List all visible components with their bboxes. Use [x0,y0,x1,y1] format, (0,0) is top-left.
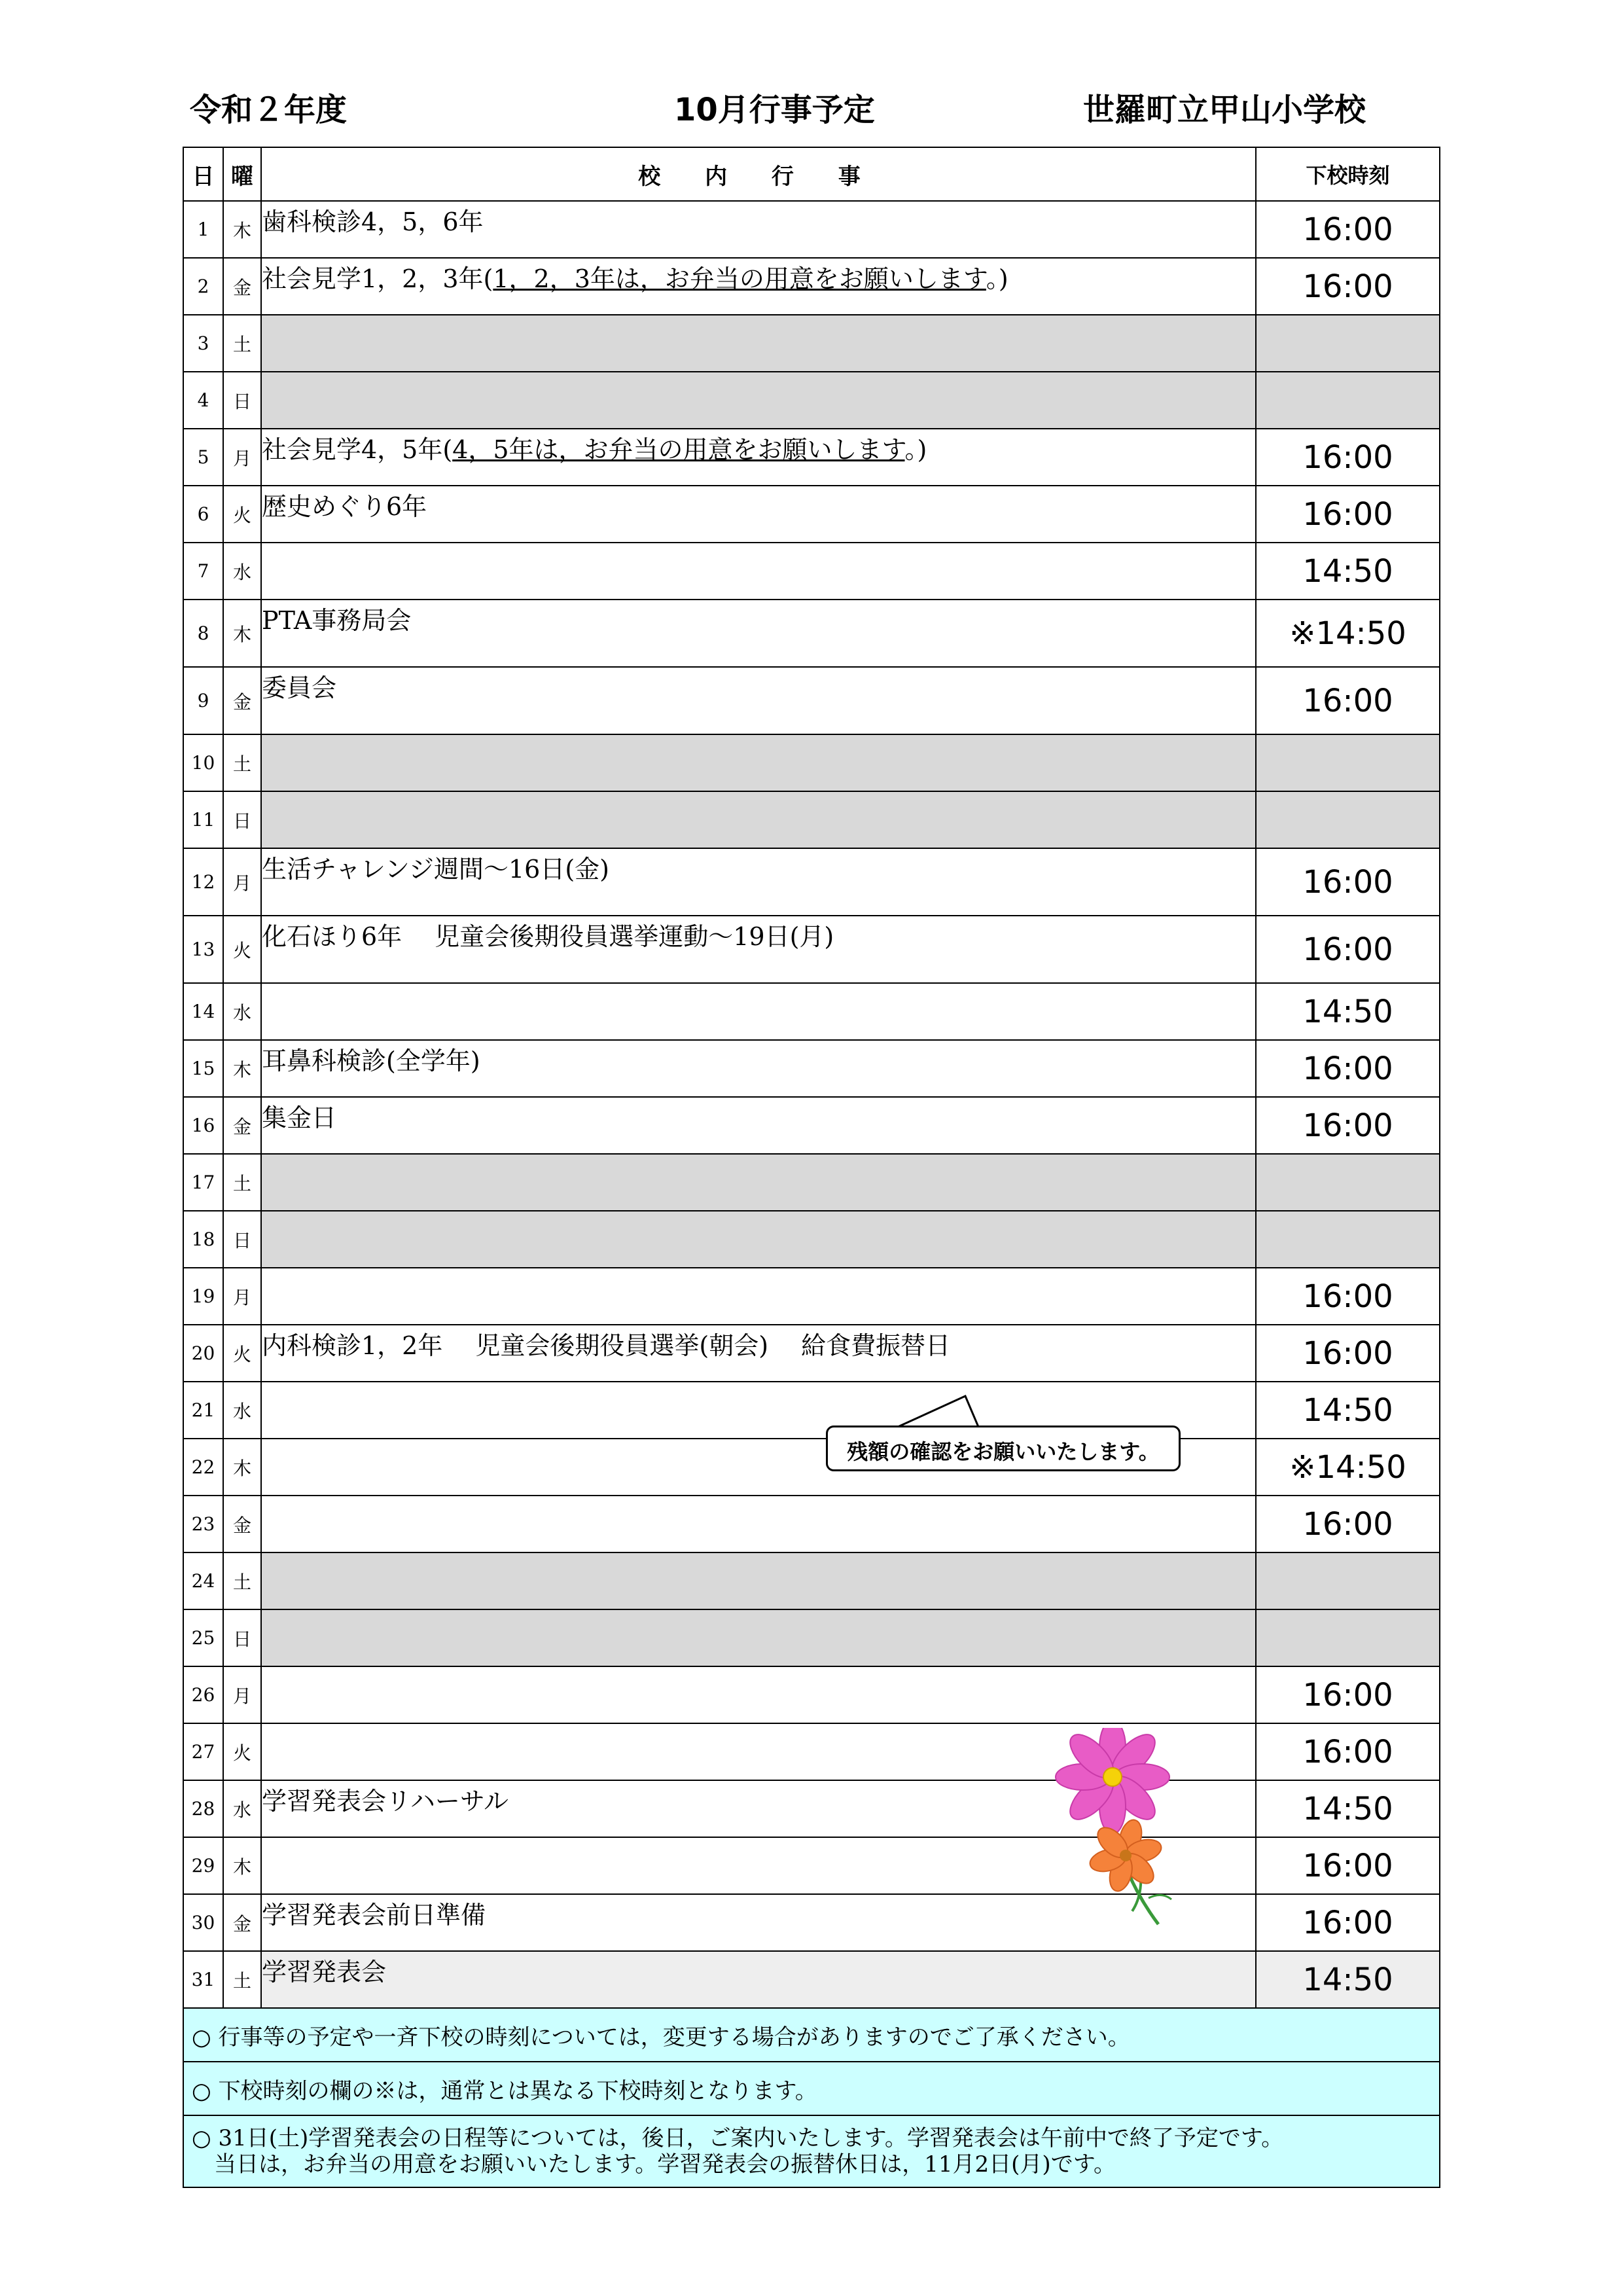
table-row [183,1268,1440,1325]
table-row [183,1951,1440,2008]
row-event: 歴史めぐり6年 [261,486,1256,543]
row-weekday: 金 [223,258,261,315]
row-day: 30 [183,1894,223,1951]
table-row [183,486,1440,543]
row-event [261,734,1256,791]
table-row [183,1097,1440,1154]
note-presentation-line1: ○ 31日(土)学習発表会の日程等については，後日，ご案内いたします。学習発表会は午前中で終了予定です。 [192,2125,1284,2151]
row-dismissal-time: 16:00 [1256,1040,1440,1097]
table-row [183,667,1440,734]
row-dismissal-time: 16:00 [1256,1325,1440,1382]
row-weekday: 水 [223,543,261,600]
table-row [183,734,1440,791]
row-event: PTA事務局会 [261,600,1256,667]
row-day: 3 [183,315,223,372]
row-weekday: 日 [223,1211,261,1268]
row-dismissal-time: 16:00 [1256,1268,1440,1325]
table-row [183,1666,1440,1723]
row-weekday: 月 [223,429,261,486]
row-dismissal-time: 16:00 [1256,1894,1440,1951]
row-event [261,1666,1256,1723]
row-event: 化石ほり6年 児童会後期役員選挙運動～19日(月) [261,916,1256,983]
row-weekday: 日 [223,791,261,848]
row-weekday: 金 [223,667,261,734]
row-day: 27 [183,1723,223,1780]
table-row [183,258,1440,315]
row-event: 学習発表会 [261,1951,1256,2008]
row-event [261,429,1256,486]
table-row [183,543,1440,600]
row-event [261,791,1256,848]
row-dismissal-time: 16:00 [1256,1837,1440,1894]
row-day: 19 [183,1268,223,1325]
row-event [261,543,1256,600]
row-dismissal-time [1256,1552,1440,1609]
row-dismissal-time [1256,734,1440,791]
row-weekday: 日 [223,1609,261,1666]
row-day: 6 [183,486,223,543]
table-row [183,1439,1440,1496]
table-row [183,1496,1440,1552]
row-dismissal-time: 16:00 [1256,258,1440,315]
table-row [183,1211,1440,1268]
row-day: 7 [183,543,223,600]
row-day: 5 [183,429,223,486]
row-weekday: 水 [223,1780,261,1837]
table-row [183,600,1440,667]
row-day: 16 [183,1097,223,1154]
row-day: 21 [183,1382,223,1439]
row-dismissal-time: 16:00 [1256,429,1440,486]
row-dismissal-time: 16:00 [1256,1097,1440,1154]
schedule-body [183,201,1440,2008]
row-dismissal-time: 16:00 [1256,1496,1440,1552]
row-dismissal-time [1256,1609,1440,1666]
event-text-part: 社会見学1，2，3年( [262,264,493,293]
row-event [261,1154,1256,1211]
table-row [183,1154,1440,1211]
table-row [183,1552,1440,1609]
row-dismissal-time [1256,1154,1440,1211]
row-dismissal-time: 14:50 [1256,1951,1440,2008]
row-day: 12 [183,848,223,916]
row-event: 委員会 [261,667,1256,734]
table-row [183,916,1440,983]
column-header-day: 日 [183,147,223,201]
row-event [261,983,1256,1040]
row-weekday: 月 [223,1268,261,1325]
row-weekday: 火 [223,1723,261,1780]
table-row [183,372,1440,429]
row-weekday: 日 [223,372,261,429]
row-day: 4 [183,372,223,429]
row-weekday: 木 [223,1837,261,1894]
event-underlined-text: 4，5年は，お弁当の用意をお願いします [452,435,905,464]
table-row [183,1040,1440,1097]
row-event: 内科検診1，2年 児童会後期役員選挙(朝会) 給食費振替日 [261,1325,1256,1382]
row-dismissal-time [1256,315,1440,372]
row-weekday: 月 [223,1666,261,1723]
table-row [183,1723,1440,1780]
row-weekday: 木 [223,201,261,258]
event-text-part: 。) [904,435,927,464]
row-day: 22 [183,1439,223,1496]
note-change: ○ 行事等の予定や一斉下校の時刻については，変更する場合がありますのでご了承ください。 [183,2008,1440,2062]
row-day: 2 [183,258,223,315]
row-day: 17 [183,1154,223,1211]
row-weekday: 金 [223,1496,261,1552]
table-row [183,983,1440,1040]
row-day: 23 [183,1496,223,1552]
row-event [261,1268,1256,1325]
row-dismissal-time: 14:50 [1256,983,1440,1040]
row-weekday: 木 [223,1040,261,1097]
row-event [261,258,1256,315]
row-weekday: 水 [223,1382,261,1439]
column-header-dismissal: 下校時刻 [1256,147,1440,201]
page-title: 10月行事予定 [674,92,875,128]
notes-section [183,2008,1440,2187]
row-event [261,1211,1256,1268]
row-dismissal-time: ※14:50 [1256,1439,1440,1496]
row-day: 20 [183,1325,223,1382]
callout-text: 残額の確認をお願いいたします。 [847,1439,1160,1464]
row-event: 耳鼻科検診(全学年) [261,1040,1256,1097]
row-dismissal-time: 16:00 [1256,667,1440,734]
row-day: 10 [183,734,223,791]
cosmos-flower-icon [1041,1728,1198,1931]
row-dismissal-time: ※14:50 [1256,600,1440,667]
row-day: 26 [183,1666,223,1723]
row-weekday: 土 [223,315,261,372]
school-name: 世羅町立甲山小学校 [1083,92,1366,128]
row-event: 集金日 [261,1097,1256,1154]
note-asterisk: ○ 下校時刻の欄の※は，通常とは異なる下校時刻となります。 [183,2062,1440,2115]
row-weekday: 火 [223,1325,261,1382]
table-header-row [183,147,1440,201]
event-underlined-text: 1，2，3年は，お弁当の用意をお願いします [493,264,986,293]
row-dismissal-time: 16:00 [1256,848,1440,916]
row-weekday: 火 [223,486,261,543]
row-weekday: 月 [223,848,261,916]
row-dismissal-time: 16:00 [1256,486,1440,543]
row-weekday: 土 [223,734,261,791]
row-dismissal-time [1256,372,1440,429]
row-weekday: 木 [223,600,261,667]
row-day: 8 [183,600,223,667]
row-day: 13 [183,916,223,983]
row-day: 9 [183,667,223,734]
row-day: 11 [183,791,223,848]
row-day: 14 [183,983,223,1040]
row-event [261,1609,1256,1666]
table-row [183,1609,1440,1666]
note-presentation-line2: 当日は，お弁当の用意をお願いいたします。学習発表会の振替休日は，11月2日(月)です。 [192,2151,1116,2178]
row-day: 15 [183,1040,223,1097]
column-header-weekday: 曜 [223,147,261,201]
row-day: 25 [183,1609,223,1666]
row-day: 18 [183,1211,223,1268]
row-dismissal-time: 16:00 [1256,201,1440,258]
row-event [261,1552,1256,1609]
table-row [183,848,1440,916]
row-dismissal-time [1256,1211,1440,1268]
table-row [183,1894,1440,1951]
table-row [183,201,1440,258]
row-event: 生活チャレンジ週間～16日(金) [261,848,1256,916]
table-row [183,315,1440,372]
table-row [183,1837,1440,1894]
row-event [261,1496,1256,1552]
row-weekday: 土 [223,1154,261,1211]
row-weekday: 金 [223,1894,261,1951]
table-row [183,1780,1440,1837]
event-text-part: 社会見学4，5年( [262,435,453,464]
table-row [183,429,1440,486]
row-weekday: 火 [223,916,261,983]
row-weekday: 水 [223,983,261,1040]
row-dismissal-time [1256,791,1440,848]
column-header-events: 校 内 行 事 [261,147,1256,201]
row-dismissal-time: 16:00 [1256,916,1440,983]
row-event: 学習発表会前日準備 [261,1894,1256,1951]
table-row [183,791,1440,848]
row-day: 24 [183,1552,223,1609]
row-day: 31 [183,1951,223,2008]
row-weekday: 土 [223,1951,261,2008]
row-event: 歯科検診4，5，6年 [261,201,1256,258]
row-dismissal-time: 16:00 [1256,1723,1440,1780]
table-row [183,1382,1440,1439]
row-dismissal-time: 14:50 [1256,1780,1440,1837]
row-day: 29 [183,1837,223,1894]
schedule-table [183,147,1440,2188]
fiscal-year-label: 令和２年度 [190,92,348,128]
table-row [183,1325,1440,1382]
row-dismissal-time: 14:50 [1256,1382,1440,1439]
row-day: 1 [183,201,223,258]
row-weekday: 金 [223,1097,261,1154]
row-weekday: 土 [223,1552,261,1609]
row-weekday: 木 [223,1439,261,1496]
note-presentation [183,2115,1440,2187]
callout-balance-note [826,1426,1181,1471]
row-event: 学習発表会リハーサル [261,1780,1256,1837]
row-dismissal-time: 16:00 [1256,1666,1440,1723]
row-day: 28 [183,1780,223,1837]
row-event [261,372,1256,429]
event-text-part: 。) [986,264,1008,293]
row-dismissal-time: 14:50 [1256,543,1440,600]
row-event [261,315,1256,372]
